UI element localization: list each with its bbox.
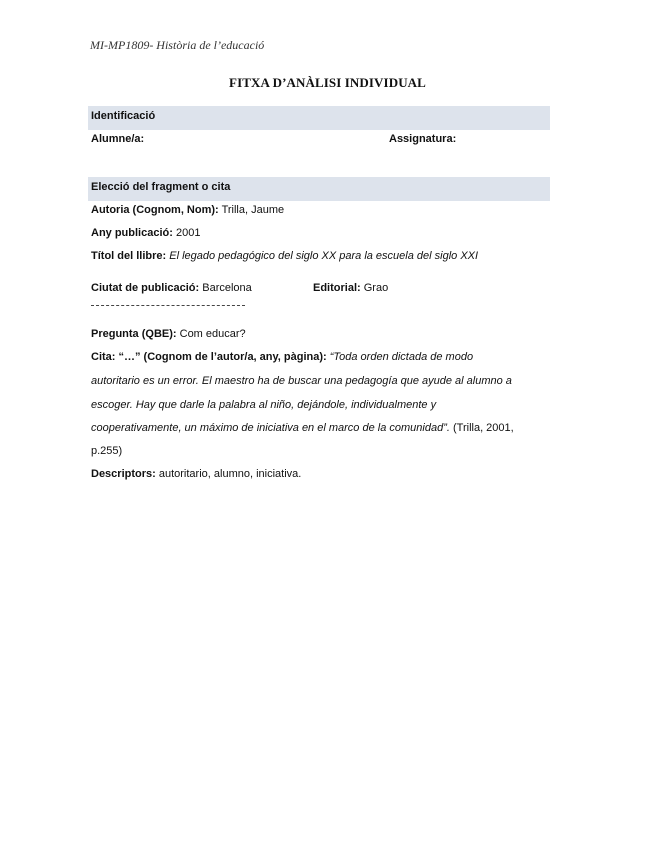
- section-identificacio-heading: [88, 106, 550, 130]
- cita-text-line: “Toda orden dictada de modo: [329, 351, 474, 363]
- any-row: [91, 227, 200, 239]
- ciutat-row: [91, 282, 252, 294]
- cita-text-row: [91, 422, 514, 434]
- autoria-row: [91, 204, 284, 216]
- dashed-divider: [91, 305, 245, 306]
- ciutat-label: Ciutat de publicació:: [91, 282, 200, 294]
- cita-label: Cita: “…” (Cognom de l’autor/a, any, pàgina):: [91, 351, 327, 363]
- titol-label: Títol del llibre:: [91, 250, 167, 262]
- editorial-value: Grao: [363, 282, 389, 294]
- autoria-value: Trilla, Jaume: [221, 204, 285, 216]
- section-heading-label: Identificació: [91, 110, 156, 122]
- pregunta-label: Pregunta (QBE):: [91, 328, 177, 340]
- page-title: FITXA D’ANÀLISI INDIVIDUAL: [229, 75, 426, 90]
- any-value: 2001: [175, 227, 201, 239]
- descriptors-row: [91, 468, 301, 480]
- page-header: MI-MP1809- Història de l’educació: [90, 38, 265, 52]
- ciutat-value: Barcelona: [202, 282, 252, 294]
- editorial-row: [313, 282, 388, 294]
- cita-text-line: cooperativamente, un máximo de iniciativa en el marco de la comunidad”.: [91, 422, 450, 434]
- autoria-label: Autoria (Cognom, Nom):: [91, 204, 219, 216]
- titol-row: [91, 250, 478, 262]
- section-eleccio-heading: [88, 177, 550, 201]
- editorial-label: Editorial:: [313, 282, 361, 294]
- pregunta-value: Com educar?: [179, 328, 246, 340]
- any-label: Any publicació:: [91, 227, 173, 239]
- cita-reference-page: p.255): [91, 445, 123, 457]
- cita-reference: (Trilla, 2001,: [452, 422, 514, 434]
- alumne-label: Alumne/a:: [91, 133, 145, 145]
- cita-row: [91, 351, 473, 363]
- cita-text-line: autoritario es un error. El maestro ha de buscar una pedagogía que ayude al alumno a: [91, 375, 512, 387]
- assignatura-label: Assignatura:: [389, 133, 457, 145]
- section-heading-label: Elecció del fragment o cita: [91, 181, 231, 193]
- descriptors-label: Descriptors:: [91, 468, 156, 480]
- pregunta-row: [91, 328, 246, 340]
- titol-value: El legado pedagógico del siglo XX para la escuela del siglo XXI: [169, 250, 479, 262]
- descriptors-value: autoritario, alumno, iniciativa.: [158, 468, 302, 480]
- cita-text-line: escoger. Hay que darle la palabra al niño, dejándole, individualmente y: [91, 399, 437, 411]
